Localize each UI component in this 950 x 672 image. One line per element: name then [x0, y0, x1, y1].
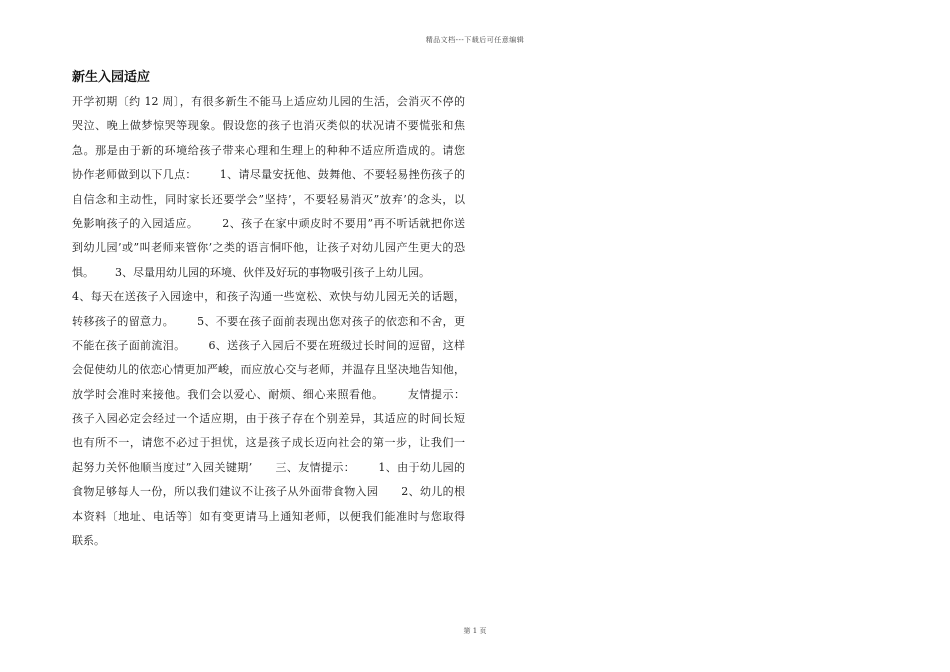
body-line: 到幼儿园’或”叫老师来管你’之类的语言恫吓他，让孩子对幼儿园产生更大的恐	[72, 241, 465, 255]
body-line: 不能在孩子面前流泪。 6、送孩子入园后不要在班级过长时间的逗留，这样	[72, 338, 465, 352]
body-line: 哭泣、晚上做梦惊哭等现象。假设您的孩子也消灭类似的状况请不要慌张和焦	[72, 119, 465, 133]
body-line: 转移孩子的留意力。 5、不要在孩子面前表现出您对孩子的依恋和不舍，更	[72, 314, 465, 328]
document-title: 新生入园适应	[72, 70, 151, 85]
body-line: 开学初期〔约 12 周〕，有很多新生不能马上适应幼儿园的生活，会消灭不停的	[72, 95, 465, 108]
body-line: 免影响孩子的入园适应。 2、孩子在家中顽皮时不要用”再不听话就把你送	[72, 216, 465, 230]
body-line: 4、每天在送孩子入园途中，和孩子沟通一些宽松、欢快与幼儿园无关的话题，	[72, 290, 465, 304]
document-body	[72, 90, 465, 553]
page-number: 第 1 页	[463, 627, 487, 635]
body-line: 联系。	[72, 534, 105, 548]
page-header: 精品文档---下载后可任意编辑	[425, 36, 525, 44]
body-line: 急。那是由于新的环境给孩子带来心理和生理上的种种不适应所造成的。请您	[72, 143, 465, 157]
body-line: 会促使幼儿的依恋心情更加严峻，而应放心交与老师，并温存且坚决地告知他，	[72, 363, 465, 377]
body-line: 放学时会准时来接他。我们会以爱心、耐烦、细心来照看他。 友情提示：	[72, 387, 465, 401]
body-line: 协作老师做到以下几点： 1、请尽量安抚他、鼓舞他、不要轻易挫伤孩子的	[72, 168, 465, 182]
body-line: 也有所不一，请您不必过于担忧，这是孩子成长迈向社会的第一步，让我们一	[72, 436, 465, 450]
body-line: 惧。 3、尽量用幼儿园的环境、伙伴及好玩的事物吸引孩子上幼儿园。	[72, 265, 430, 279]
body-line: 本资料〔地址、电话等〕如有变更请马上通知老师，以便我们能准时与您取得	[72, 509, 465, 523]
body-line: 食物足够每人一份，所以我们建议不让孩子从外面带食物入园 2、幼儿的根	[72, 485, 465, 499]
body-line: 起努力关怀他顺当度过”入园关键期’ 三、友情提示： 1、由于幼儿园的	[72, 460, 465, 474]
body-line: 孩子入园必定会经过一个适应期，由于孩子存在个别差异，其适应的时间长短	[72, 412, 465, 426]
body-line: 自信念和主动性，同时家长还要学会”坚持’，不要轻易消灭”放弃’的念头，以	[72, 192, 465, 206]
